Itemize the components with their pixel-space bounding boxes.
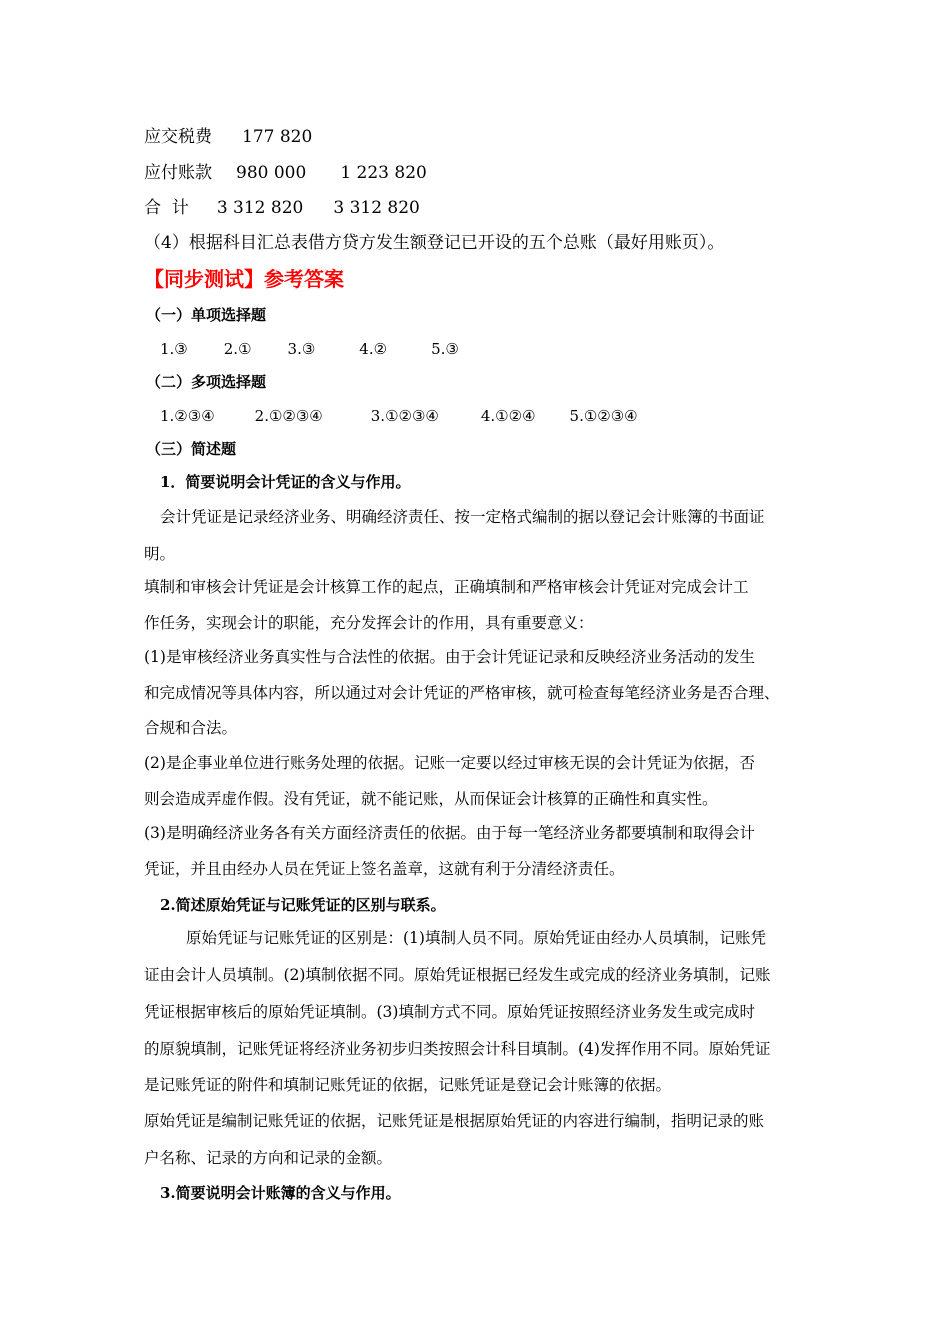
question-3-title: 3.简要说明会计账簿的含义与作用。 <box>160 1184 401 1202</box>
section-3-title: （三）简述题 <box>146 440 237 458</box>
answer-item: 3.③ <box>287 340 316 358</box>
summary-row-total <box>144 197 420 219</box>
q2-line: 原始凭证与记账凭证的区别是：(1)填制人员不同。原始凭证由经办人员填制，记账凭 <box>186 929 766 947</box>
q1-line: 凭证，并且由经办人员在凭证上签名盖章，这就有利于分清经济责任。 <box>144 860 625 878</box>
question-1-title: 1．简要说明会计凭证的含义与作用。 <box>160 473 411 491</box>
q1-line: (3)是明确经济业务各有关方面经济责任的依据。由于每一笔经济业务都要填制和取得会计 <box>144 824 755 842</box>
answer-item: 2.① <box>223 340 252 358</box>
q1-line: 会计凭证是记录经济业务、明确经济责任、按一定格式编制的据以登记会计账簿的书面证 <box>160 508 765 526</box>
answer-item: 5.①②③④ <box>569 407 638 425</box>
total-label: 合 计 <box>144 198 189 218</box>
answer-item: 1.②③④ <box>160 407 215 425</box>
answer-item: 3.①②③④ <box>370 407 439 425</box>
section-1-title: （一）单项选择题 <box>146 306 267 324</box>
section-1-answers <box>160 338 459 360</box>
total-debit: 3 312 820 <box>216 198 304 218</box>
answer-item: 1.③ <box>160 340 188 358</box>
answer-item: 5.③ <box>431 340 459 358</box>
q2-line: 的原貌填制，记账凭证将经济业务初步归类按照会计科目填制。(4)发挥作用不同。原始凭证 <box>144 1040 771 1058</box>
q2-line: 凭证根据审核后的原始凭证填制。(3)填制方式不同。原始凭证按照经济业务发生或完成时 <box>144 1003 755 1021</box>
amount: 980 000 <box>236 163 307 183</box>
amount: 177 820 <box>242 127 313 147</box>
q1-line: 填制和审核会计凭证是会计核算工作的起点，正确填制和严格审核会计凭证对完成会计工 <box>144 578 749 596</box>
q1-line: 明。 <box>144 545 176 563</box>
q2-line: 证由会计人员填制。(2)填制依据不同。原始凭证根据已经发生或完成的经济业务填制，记账 <box>144 966 771 984</box>
q1-line: 合规和合法。 <box>144 719 238 737</box>
q1-line: 作任务，实现会计的职能，充分发挥会计的作用，具有重要意义： <box>144 614 594 632</box>
section-2-answers <box>160 405 638 427</box>
answer-item: 4.①②④ <box>480 407 536 425</box>
answer-item: 4.② <box>359 340 388 358</box>
q2-line: 原始凭证是编制记账凭证的依据，记账凭证是根据原始凭证的内容进行编制，指明记录的账 <box>144 1112 765 1130</box>
q2-line: 户名称、记录的方向和记录的金额。 <box>144 1149 393 1167</box>
amount: 1 223 820 <box>340 163 427 183</box>
summary-row-payables <box>144 162 427 184</box>
q1-line: 和完成情况等具体内容，所以通过对会计凭证的严格审核，就可检查每笔经济业务是否合理、 <box>144 684 780 702</box>
account-name: 应付账款 <box>144 163 212 183</box>
answer-heading: 【同步测试】参考答案 <box>144 267 344 291</box>
summary-row-taxes <box>144 126 312 148</box>
q1-line: 则会造成弄虚作假。没有凭证，就不能记账，从而保证会计核算的正确性和真实性。 <box>144 790 718 808</box>
q1-line: (2)是企事业单位进行账务处理的依据。记账一定要以经过审核无误的会计凭证为依据，否 <box>144 754 755 772</box>
account-name: 应交税费 <box>144 127 212 147</box>
answer-item: 2.①②③④ <box>254 407 323 425</box>
section-2-title: （二）多项选择题 <box>146 373 267 391</box>
step-4-text: （4）根据科目汇总表借方贷方发生额登记已开设的五个总账（最好用账页）。 <box>144 233 725 253</box>
question-2-title: 2.简述原始凭证与记账凭证的区别与联系。 <box>160 896 446 914</box>
q2-line: 是记账凭证的附件和填制记账凭证的依据，记账凭证是登记会计账簿的依据。 <box>144 1076 672 1094</box>
q1-line: (1)是审核经济业务真实性与合法性的依据。由于会计凭证记录和反映经济业务活动的发生 <box>144 648 755 666</box>
total-credit: 3 312 820 <box>333 198 420 218</box>
